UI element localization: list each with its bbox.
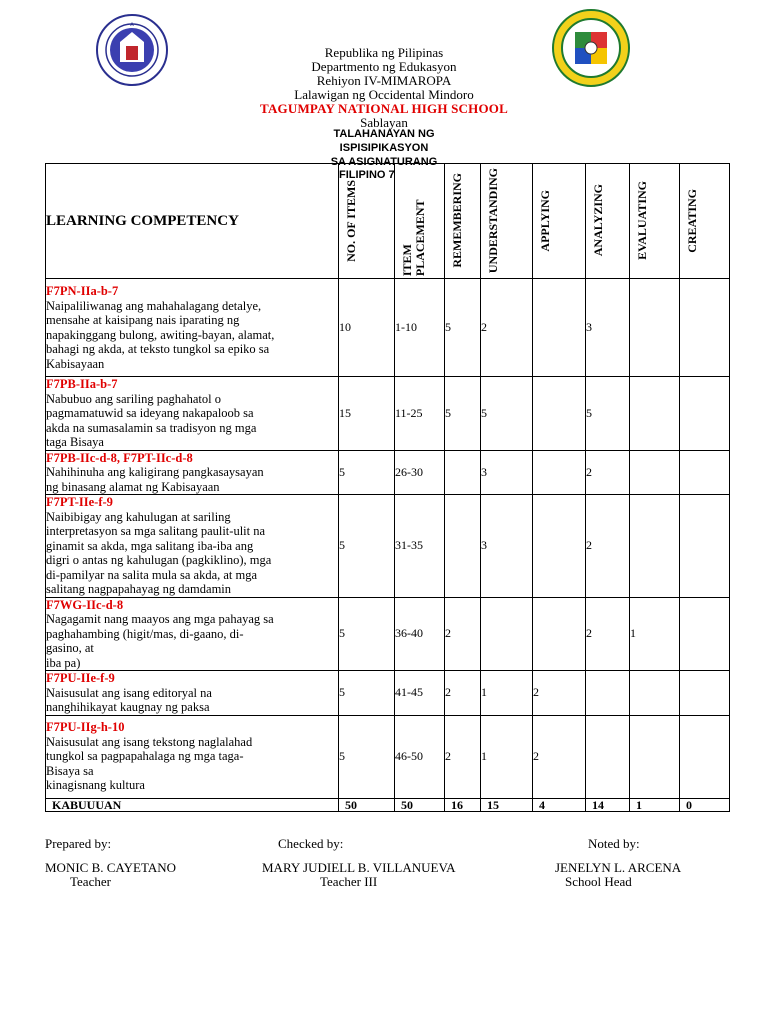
creating-header-label: CREATING bbox=[685, 188, 699, 253]
competency-cell bbox=[46, 671, 339, 716]
remembering-cell: 5 bbox=[445, 279, 481, 377]
understanding-cell: 5 bbox=[481, 377, 533, 451]
applying-cell bbox=[533, 450, 586, 495]
creating-header bbox=[680, 164, 730, 279]
table-row bbox=[46, 495, 730, 598]
competency-code: F7PB-IIa-b-7 bbox=[46, 377, 118, 392]
competency-cell bbox=[46, 450, 339, 495]
competency-description: Naisusulat ang isang tekstong naglalahad tungkol sa pagpapahalaga ng mga taga- Bisaya sa kinagisnang kultura bbox=[46, 734, 253, 793]
competency-description: Naibibigay ang kahulugan at sariling interpretasyon sa mga salitang paulit-ulit na ginamit sa akda, mga salitang iba-iba ang digri o antas ng kahulugan (pagkiklino), mga di-pamilyar na salita mula sa akda, at mga salitang nagpapahayag ng damdamin bbox=[46, 509, 272, 597]
specification-table bbox=[45, 163, 730, 812]
table-row bbox=[46, 671, 730, 716]
analyzing-cell: 2 bbox=[586, 597, 630, 671]
total-label: KABUUUAN bbox=[46, 798, 339, 811]
applying-header-label: APPLYING bbox=[538, 189, 552, 252]
checked-by-role: Teacher III bbox=[320, 874, 378, 889]
title-line-3: SA ASIGNATURANG bbox=[330, 156, 438, 168]
competency-cell bbox=[46, 377, 339, 451]
table-row bbox=[46, 279, 730, 377]
items-cell: 5 bbox=[339, 597, 395, 671]
competency-cell bbox=[46, 715, 339, 798]
competency-cell bbox=[46, 597, 339, 671]
applying-cell bbox=[533, 597, 586, 671]
applying-cell bbox=[533, 495, 586, 598]
understanding-cell: 1 bbox=[481, 715, 533, 798]
noted-by-role: School Head bbox=[565, 874, 632, 889]
items-cell: 5 bbox=[339, 671, 395, 716]
applying-cell: 2 bbox=[533, 715, 586, 798]
remembering-cell: 2 bbox=[445, 715, 481, 798]
understanding-header bbox=[481, 164, 533, 279]
table-row bbox=[46, 377, 730, 451]
competency-description: Naipaliliwanag ang mahahalagang detalye, mensahe at kaisipang nais iparating ng napakinggang bulong, awiting-bayan, alamat, bahagi ng akda, at teksto tungkol sa epiko sa Kabisayaan bbox=[46, 298, 275, 371]
creating-cell bbox=[680, 279, 730, 377]
items-cell: 5 bbox=[339, 495, 395, 598]
evaluating-cell bbox=[630, 495, 680, 598]
competency-code: F7PB-IIc-d-8, F7PT-IIc-d-8 bbox=[46, 450, 193, 465]
total-understanding: 15 bbox=[481, 798, 533, 811]
table-row bbox=[46, 715, 730, 798]
items-cell: 15 bbox=[339, 377, 395, 451]
creating-cell bbox=[680, 597, 730, 671]
competency-cell bbox=[46, 495, 339, 598]
placement-cell: 41-45 bbox=[395, 671, 445, 716]
creating-cell bbox=[680, 671, 730, 716]
title-line-4: FILIPINO 7 bbox=[339, 169, 395, 181]
remembering-cell: 2 bbox=[445, 671, 481, 716]
creating-cell bbox=[680, 377, 730, 451]
understanding-header-label: UNDERSTANDING bbox=[486, 168, 500, 274]
prepared-by-name: MONIC B. CAYETANO bbox=[45, 860, 177, 875]
noted-by-label: Noted by: bbox=[588, 836, 640, 851]
total-items: 50 bbox=[339, 798, 395, 811]
region-line: Rehiyon IV-MIMAROPA bbox=[316, 73, 452, 88]
competency-description: Nabubuo ang sariling paghahatol o pagmamatuwid sa ideyang nakapaloob sa akda na sumasalamin sa tradisyon ng mga taga Bisaya bbox=[46, 391, 257, 450]
understanding-cell: 3 bbox=[481, 450, 533, 495]
competency-code: F7WG-IIc-d-8 bbox=[46, 597, 124, 612]
checked-by-label: Checked by: bbox=[278, 836, 344, 851]
analyzing-cell: 2 bbox=[586, 450, 630, 495]
title-line-2: ISPISIPIKASYON bbox=[339, 142, 429, 154]
evaluating-cell: 1 bbox=[630, 597, 680, 671]
creating-cell bbox=[680, 715, 730, 798]
competency-cell bbox=[46, 279, 339, 377]
province-line: Lalawigan ng Occidental Mindoro bbox=[294, 87, 474, 102]
remembering-cell: 2 bbox=[445, 597, 481, 671]
items-cell: 10 bbox=[339, 279, 395, 377]
competency-description: Naisusulat ang isang editoryal na nanghihikayat kaugnay ng paksa bbox=[46, 685, 212, 715]
prepared-by-label: Prepared by: bbox=[45, 836, 112, 851]
placement-cell: 11-25 bbox=[395, 377, 445, 451]
school-name: TAGUMPAY NATIONAL HIGH SCHOOL bbox=[260, 101, 508, 116]
understanding-cell: 1 bbox=[481, 671, 533, 716]
competency-code: F7PU-IIe-f-9 bbox=[46, 671, 115, 686]
evaluating-cell bbox=[630, 715, 680, 798]
total-evaluating: 1 bbox=[630, 798, 680, 811]
total-remembering: 16 bbox=[445, 798, 481, 811]
placement-cell: 31-35 bbox=[395, 495, 445, 598]
analyzing-header bbox=[586, 164, 630, 279]
applying-header bbox=[533, 164, 586, 279]
total-applying: 4 bbox=[533, 798, 586, 811]
placement-header-label: ITEM PLACEMENT bbox=[400, 198, 427, 276]
remembering-cell bbox=[445, 450, 481, 495]
creating-cell bbox=[680, 495, 730, 598]
evaluating-cell bbox=[630, 279, 680, 377]
analyzing-cell: 3 bbox=[586, 279, 630, 377]
placement-header bbox=[395, 164, 445, 279]
noted-by-name: JENELYN L. ARCENA bbox=[555, 860, 682, 875]
understanding-cell bbox=[481, 597, 533, 671]
department-line: Departmento ng Edukasyon bbox=[311, 59, 457, 74]
evaluating-header bbox=[630, 164, 680, 279]
remembering-cell: 5 bbox=[445, 377, 481, 451]
evaluating-header-label: EVALUATING bbox=[635, 181, 649, 261]
placement-cell: 26-30 bbox=[395, 450, 445, 495]
title-line-1: TALAHANAYAN NG bbox=[333, 128, 435, 140]
competency-code: F7PN-IIa-b-7 bbox=[46, 284, 119, 299]
understanding-cell: 3 bbox=[481, 495, 533, 598]
evaluating-cell bbox=[630, 671, 680, 716]
evaluating-cell bbox=[630, 377, 680, 451]
competency-description: Nahihinuha ang kaligirang pangkasaysayan ng binasang alamat ng Kabisayaan bbox=[46, 465, 264, 494]
total-analyzing: 14 bbox=[586, 798, 630, 811]
placement-cell: 1-10 bbox=[395, 279, 445, 377]
prepared-by-role: Teacher bbox=[70, 874, 111, 889]
analyzing-header-label: ANALYZING bbox=[591, 184, 605, 257]
total-creating: 0 bbox=[680, 798, 730, 811]
table-row bbox=[46, 450, 730, 495]
applying-cell bbox=[533, 377, 586, 451]
country-line: Republika ng Pilipinas bbox=[324, 45, 444, 60]
placement-cell: 36-40 bbox=[395, 597, 445, 671]
town-line: Sablayan bbox=[360, 115, 408, 130]
analyzing-cell bbox=[586, 715, 630, 798]
applying-cell: 2 bbox=[533, 671, 586, 716]
competency-code: F7PU-IIg-h-10 bbox=[46, 720, 125, 735]
analyzing-cell: 5 bbox=[586, 377, 630, 451]
items-cell: 5 bbox=[339, 450, 395, 495]
items-header-label: NO. OF ITEMS bbox=[344, 179, 358, 262]
total-placement: 50 bbox=[395, 798, 445, 811]
remembering-cell bbox=[445, 495, 481, 598]
evaluating-cell bbox=[630, 450, 680, 495]
analyzing-cell bbox=[586, 671, 630, 716]
understanding-cell: 2 bbox=[481, 279, 533, 377]
placement-cell: 46-50 bbox=[395, 715, 445, 798]
remembering-header-label: REMEMBERING bbox=[450, 173, 464, 268]
competency-description: Nagagamit nang maayos ang mga pahayag sa paghahambing (higit/mas, di-gaano, di- gasino, at iba pa) bbox=[46, 612, 274, 670]
applying-cell bbox=[533, 279, 586, 377]
table-row bbox=[46, 597, 730, 671]
items-cell: 5 bbox=[339, 715, 395, 798]
document-header bbox=[0, 46, 768, 130]
competency-code: F7PT-IIe-f-9 bbox=[46, 495, 113, 510]
checked-by-name: MARY JUDIELL B. VILLANUEVA bbox=[262, 860, 456, 875]
learning-competency-label: LEARNING COMPETENCY bbox=[46, 212, 239, 229]
remembering-header bbox=[445, 164, 481, 279]
total-row bbox=[46, 798, 730, 811]
creating-cell bbox=[680, 450, 730, 495]
analyzing-cell: 2 bbox=[586, 495, 630, 598]
